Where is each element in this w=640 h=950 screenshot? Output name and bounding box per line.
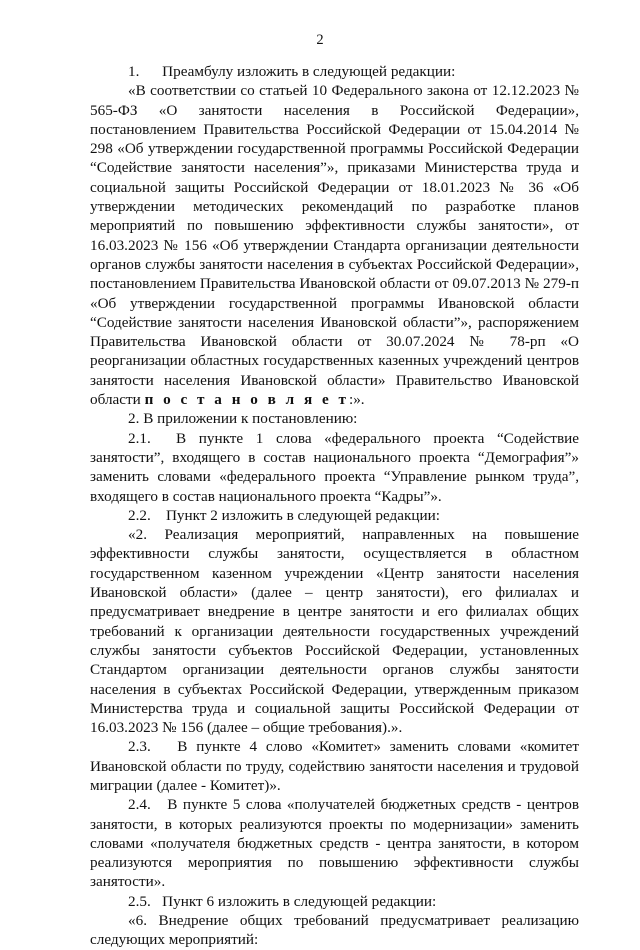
paragraph-2-3: 2.3. В пункте 4 слово «Комитет» заменить словами «комитет Ивановской области по труду, содействию занятости населения и трудовой миграции (далее - Комитет)». — [90, 738, 579, 794]
decree-tail: :». — [348, 391, 365, 409]
preamble-text: «В соответствии со статьей 10 Федерального закона от 12.12.2023 № 565-ФЗ «О занятости населения в Российской Федерации», постановлением Правительства Российской Федерации от 15.04.2014 № 298 «Об утверждении государственной программы Российской Федерации “Содействие занятости населения”», приказами Министерства труда и социальной защиты Российской Федерации от 18.01.2023 № 36 «Об утверждении методических рекомендаций по разработке планов мероприятий по повышению эффективности службы занятости», от 16.03.2023 № 156 «Об утверждении Стандарта организации деятельности органов службы занятости населения в субъектах Российской Федерации», постановлением Правительства Ивановской области от 09.07.2013 № 279-п «Об утверждении государственной программы Ивановской области “Содействие занятости населения Ивановской области”», распоряжением Правительства Ивановской области от 30.07.2024 № 78-рп «О реорганизации областных государственных казенных учреждений центров занятости населения Ивановской области» Правительство Ивановской области — [90, 82, 579, 409]
document-body — [90, 62, 579, 950]
paragraph-2-2: 2.2. Пункт 2 изложить в следующей редакции: — [128, 506, 441, 524]
page-number: 2 — [316, 32, 324, 48]
paragraph-2-4: 2.4. В пункте 5 слова «получателей бюджетных средств - центров занятости, в которых реализуются проекты по модернизации» заменить словами «получателя бюджетных средств - центра занятости, в котором реализуются мероприятия по повышению эффективности службы занятости». — [90, 796, 579, 891]
paragraph-1: 1. Преамбулу изложить в следующей редакции: — [128, 63, 456, 80]
paragraph-6: «6. Внедрение общих требований предусматривает реализацию следующих мероприятий: — [90, 912, 579, 949]
paragraph-2-5: 2.5. Пункт 6 изложить в следующей редакции: — [128, 892, 437, 910]
paragraph-preamble — [90, 81, 579, 409]
paragraph-2-2-text: «2. Реализация мероприятий, направленных на повышение эффективности службы занятости, осуществляется в областном государственном казенном учреждении «Центр занятости населения Ивановской области» (далее – центр занятости), его филиалах и предусматривает внедрение в центре занятости и его филиалах общих требований к организации деятельности государственных учреждений службы занятости субъектов Российской Федерации, установленных Стандартом организации деятельности органов службы занятости населения в субъектах Российской Федерации, утвержденным приказом Министерства труда и социальной защиты Российской Федерации от 16.03.2023 № 156 (далее – общие требования).». — [90, 526, 579, 737]
decree-keyword: п о с т а н о в л я е т — [144, 391, 349, 409]
paragraph-2: 2. В приложении к постановлению: — [128, 410, 358, 428]
paragraph-2-1: 2.1. В пункте 1 слова «федерального проекта “Содействие занятости”, входящего в состав национального проекта “Демография”» заменить словами «федерального проекта “Управление рынком труда”, входящего в состав национального проекта “Кадры”». — [90, 429, 579, 505]
